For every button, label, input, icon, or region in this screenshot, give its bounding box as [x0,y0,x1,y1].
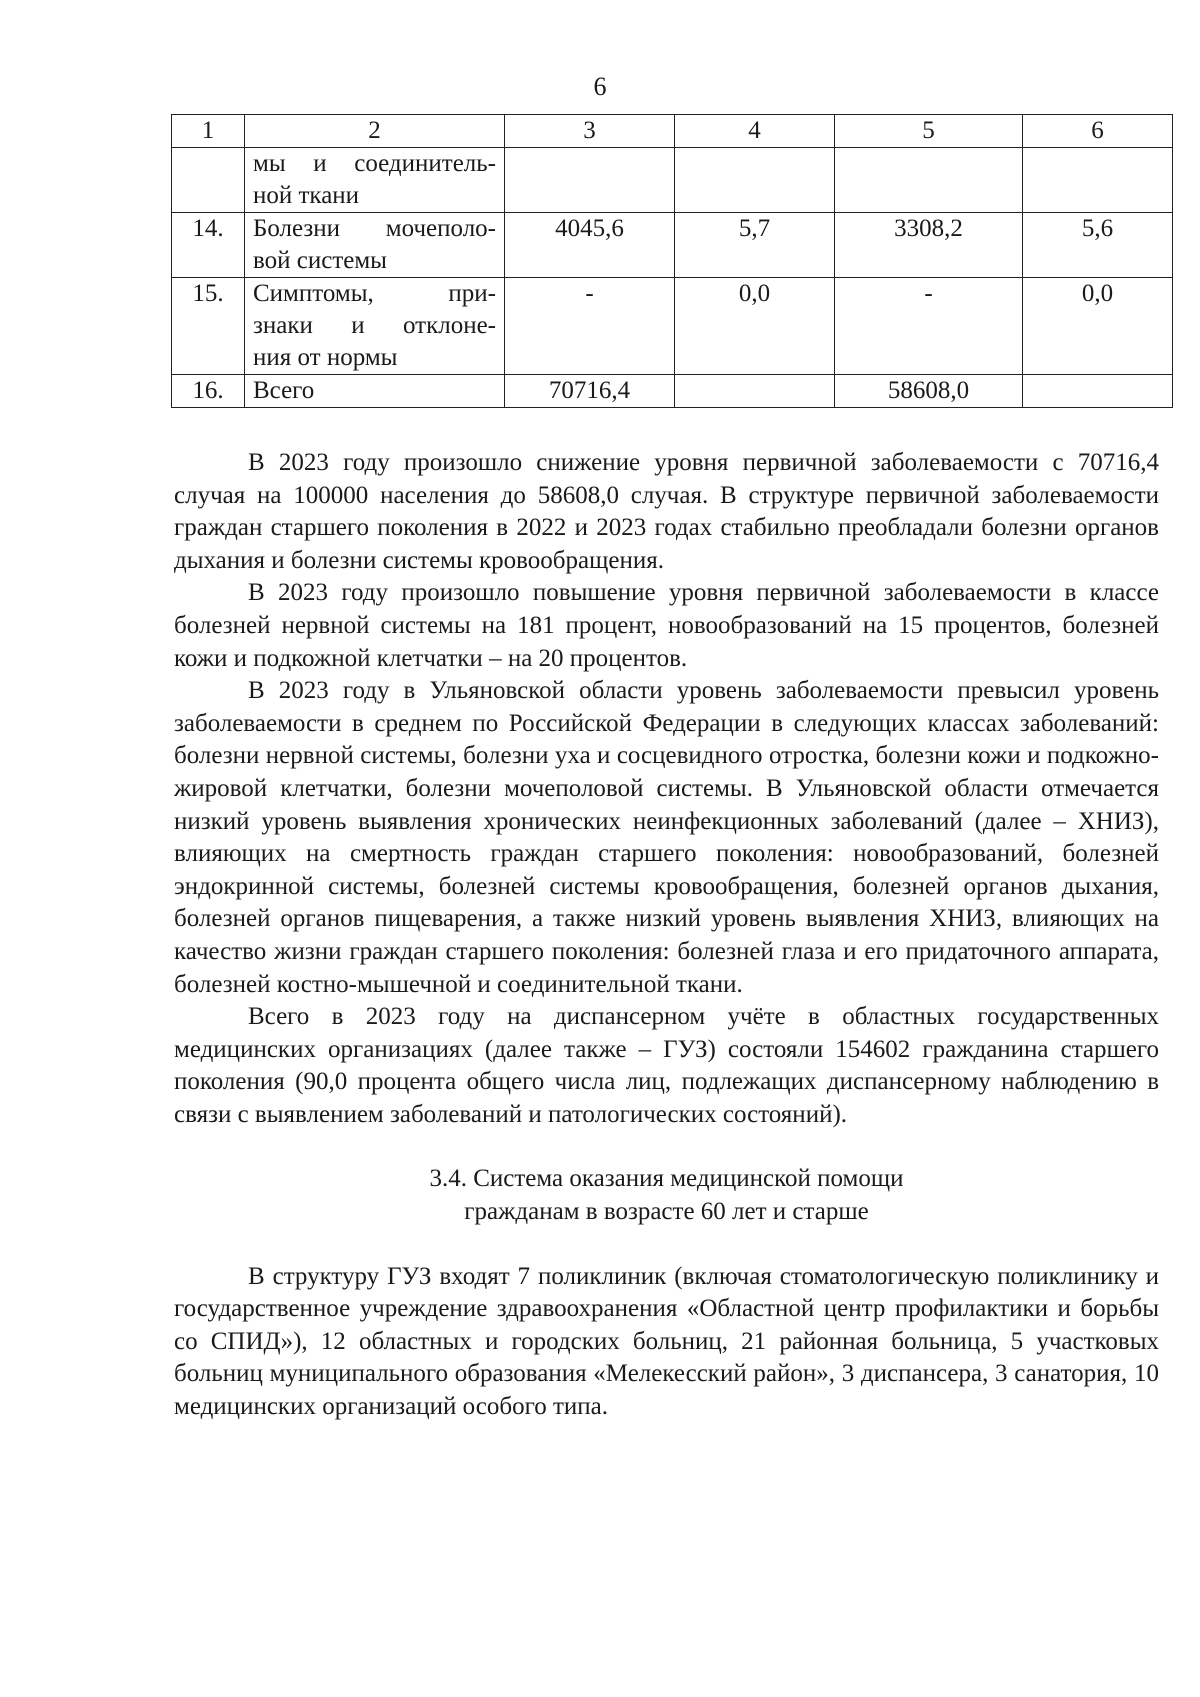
section-heading-line: 3.4. Система оказания медицинской помощи [429,1165,904,1193]
table-header-cell: 1 [172,115,245,148]
row-disease-name [245,213,505,278]
section-heading [174,1163,1159,1228]
row-name-line: ной ткани [253,182,360,209]
table-row [172,148,1173,213]
paragraph: В структуру ГУЗ входят 7 поликлиник (включая стоматологическую поликлинику и государственное учреждение здравоохранения «Областной центр профилактики и борьбы со СПИД»), 12 областных и городских больниц, 21 районная больница, 5 участковых больниц муниципального образования «Мелекесский район», 3 диспансера, 3 санатория, 10 медицинских организаций особого типа. [174,1262,1159,1421]
row-number: 16. [172,375,245,408]
percent-2023 [1023,375,1173,408]
table-header-row [172,115,1173,148]
paragraph: Всего в 2023 году на диспансерном учёте в областных государственных медицинских организациях (далее также – ГУЗ) состояли 154602 гражданина старшего поколения (90,0 процента общего числа лиц, подлежащих диспансерному наблюдению в связи с выявлением заболеваний и патологических состояний). [174,1003,1159,1128]
value-2022: 4045,6 [505,213,675,278]
row-name-line: ния от нормы [253,344,398,371]
morbidity-table [171,114,1173,408]
table-header-cell: 2 [245,115,505,148]
percent-2022: 0,0 [675,278,835,375]
row-name-line: вой системы [253,247,387,274]
section-heading-line: гражданам в возрасте 60 лет и старше [464,1198,869,1226]
table-header-cell: 6 [1023,115,1173,148]
document-body [174,447,1159,1424]
row-name-line: мы и соединитель- [253,150,496,177]
row-disease-name [245,278,505,375]
table-header-cell: 5 [835,115,1023,148]
paragraph: В 2023 году произошло снижение уровня первичной заболеваемости с 70716,4 случая на 100000 населения до 58608,0 случая. В структуре первичной заболеваемости граждан старшего поколения в 2022 и 2023 годах стабильно преобладали болезни органов дыхания и болезни системы кровообращения. [174,449,1159,574]
value-2022: - [505,278,675,375]
table-row [172,278,1173,375]
value-2023: 3308,2 [835,213,1023,278]
row-name-line: знаки и отклоне- [253,312,496,339]
value-2023: 58608,0 [835,375,1023,408]
percent-2022 [675,148,835,213]
table-row [172,375,1173,408]
value-2022: 70716,4 [505,375,675,408]
percent-2023: 5,6 [1023,213,1173,278]
row-name-line: Всего [253,377,315,404]
value-2023 [835,148,1023,213]
table-header-cell: 4 [675,115,835,148]
table-header-cell: 3 [505,115,675,148]
row-disease-name [245,148,505,213]
row-number: 15. [172,278,245,375]
row-number: 14. [172,213,245,278]
page-number: 6 [593,72,607,101]
paragraph: В 2023 году в Ульяновской области уровень заболеваемости превысил уровень заболеваемости в среднем по Российской Федерации в следующих классах заболеваний: болезни нервной системы, болезни уха и сосцевидного отростка, болезни кожи и подкожно-жировой клетчатки, болезни мочеполовой системы. В Ульяновской области отмечается низкий уровень выявления хронических неинфекционных заболеваний (далее – ХНИЗ), влияющих на смертность граждан старшего поколения: новообразований, болезней эндокринной системы, болезней системы кровообращения, болезней органов дыхания, болезней органов пищеварения, а также низкий уровень выявления ХНИЗ, влияющих на качество жизни граждан старшего поколения: болезней глаза и его придаточного аппарата, болезней костно-мышечной и соединительной ткани. [174,677,1159,998]
value-2023: - [835,278,1023,375]
row-disease-name [245,375,505,408]
value-2022 [505,148,675,213]
percent-2022: 5,7 [675,213,835,278]
row-name-line: Симптомы, при- [253,280,496,307]
percent-2022 [675,375,835,408]
paragraph: В 2023 году произошло повышение уровня первичной заболеваемости в классе болезней нервной системы на 181 процент, новообразований на 15 процентов, болезней кожи и подкожной клетчатки – на 20 процентов. [174,579,1159,672]
row-name-line: Болезни мочеполо- [253,215,496,242]
table-row [172,213,1173,278]
row-number [172,148,245,213]
percent-2023: 0,0 [1023,278,1173,375]
percent-2023 [1023,148,1173,213]
